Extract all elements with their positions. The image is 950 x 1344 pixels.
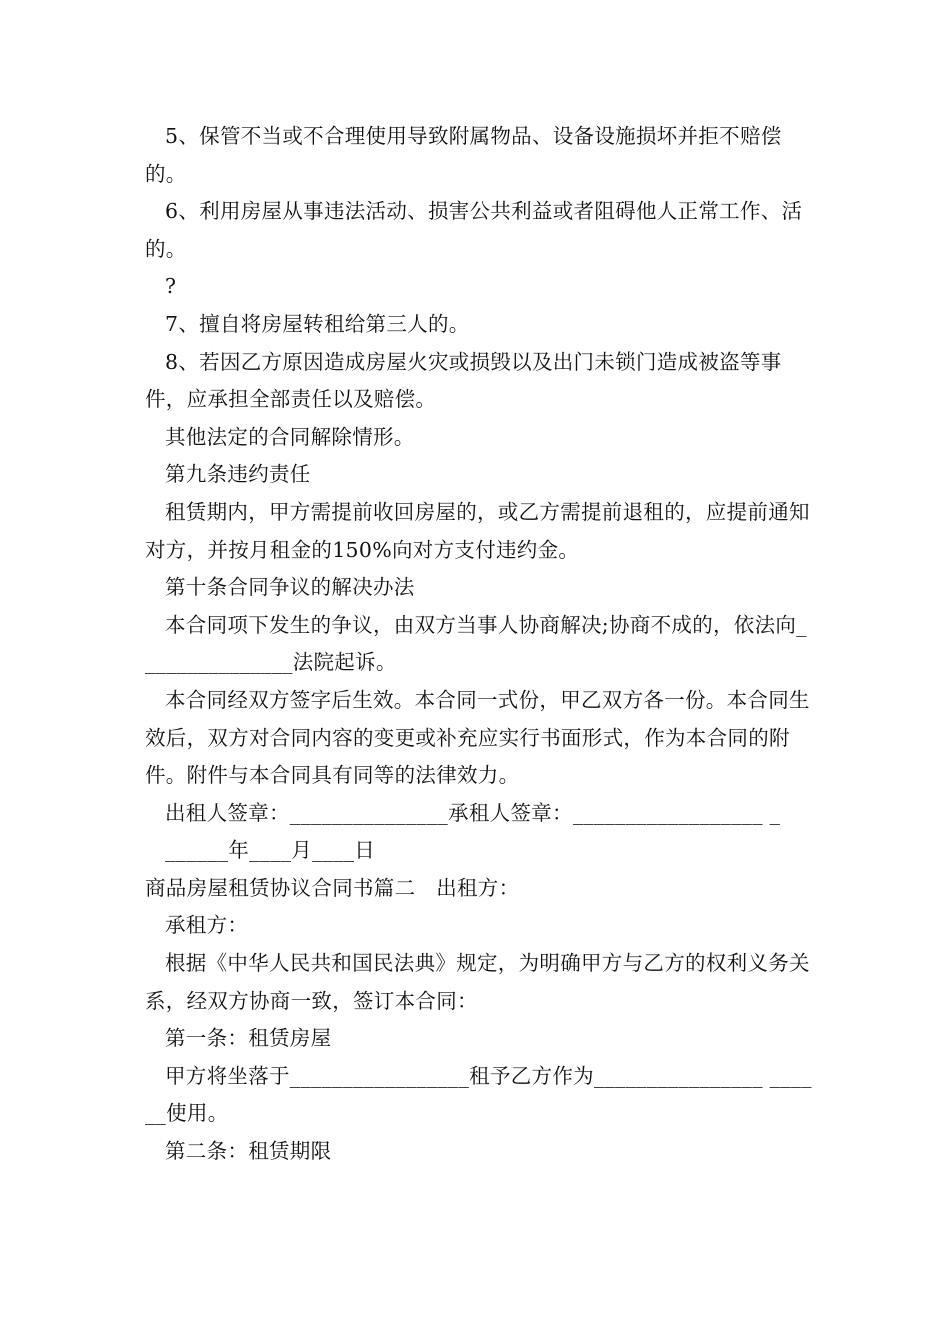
heading-article-10: 第十条合同争议的解决办法 [165,575,415,600]
paragraph-article-9-body: 租赁期内，甲方需提前收回房屋的，或乙方需提前退租的，应提前通知对方，并按月租金的150%向对方支付违约金。 [145,499,810,562]
heading-article-9: 第九条违约责任 [165,462,311,487]
paragraph-article-10-body: 本合同项下发生的争议，由双方当事人协商解决;协商不成的，依法向_______________法院起诉。 [145,612,807,675]
paragraph-clause-7: 7、擅自将房屋转租给第三人的。 [165,311,470,336]
heading-article-1: 第一条：租赁房屋 [165,1026,332,1051]
paragraph-effectiveness: 本合同经双方签字后生效。本合同一式份，甲乙双方各一份。本合同生效后，双方对合同内容的变更或补充应实行书面形式，作为本合同的附件。附件与本合同具有同等的法律效力。 [145,687,810,788]
heading-part-two: 商品房屋租赁协议合同书篇二 出租方： [145,875,520,900]
paragraph-other-termination: 其他法定的合同解除情形。 [165,424,415,449]
heading-article-2: 第二条：租赁期限 [165,1139,332,1164]
document-body [145,118,815,1171]
paragraph-clause-5: 5、保管不当或不合理使用导致附属物品、设备设施损坏并拒不赔偿的。 [145,124,782,186]
paragraph-legal-basis: 根据《中华人民共和国民法典》规定，为明确甲方与乙方的权利义务关系，经双方协商一致，签订本合同： [145,951,810,1013]
paragraph-question-mark: ? [165,274,177,299]
paragraph-signatures: 出租人签章：_______________承租人签章：__________________ _ [165,800,781,825]
paragraph-clause-6: 6、利用房屋从事违法活动、损害公共利益或者阻碍他人正常工作、活的。 [145,199,803,261]
paragraph-article-1-body: 甲方将坐落于_________________租予乙方作为________________ ______使用。 [145,1063,812,1126]
paragraph-lessee: 承租方： [165,913,249,938]
paragraph-clause-8: 8、若因乙方原因造成房屋火灾或损毁以及出门未锁门造成被盗等事件，应承担全部责任以及赔偿。 [145,349,782,412]
paragraph-date-line: ______年____月____日 [165,838,376,863]
